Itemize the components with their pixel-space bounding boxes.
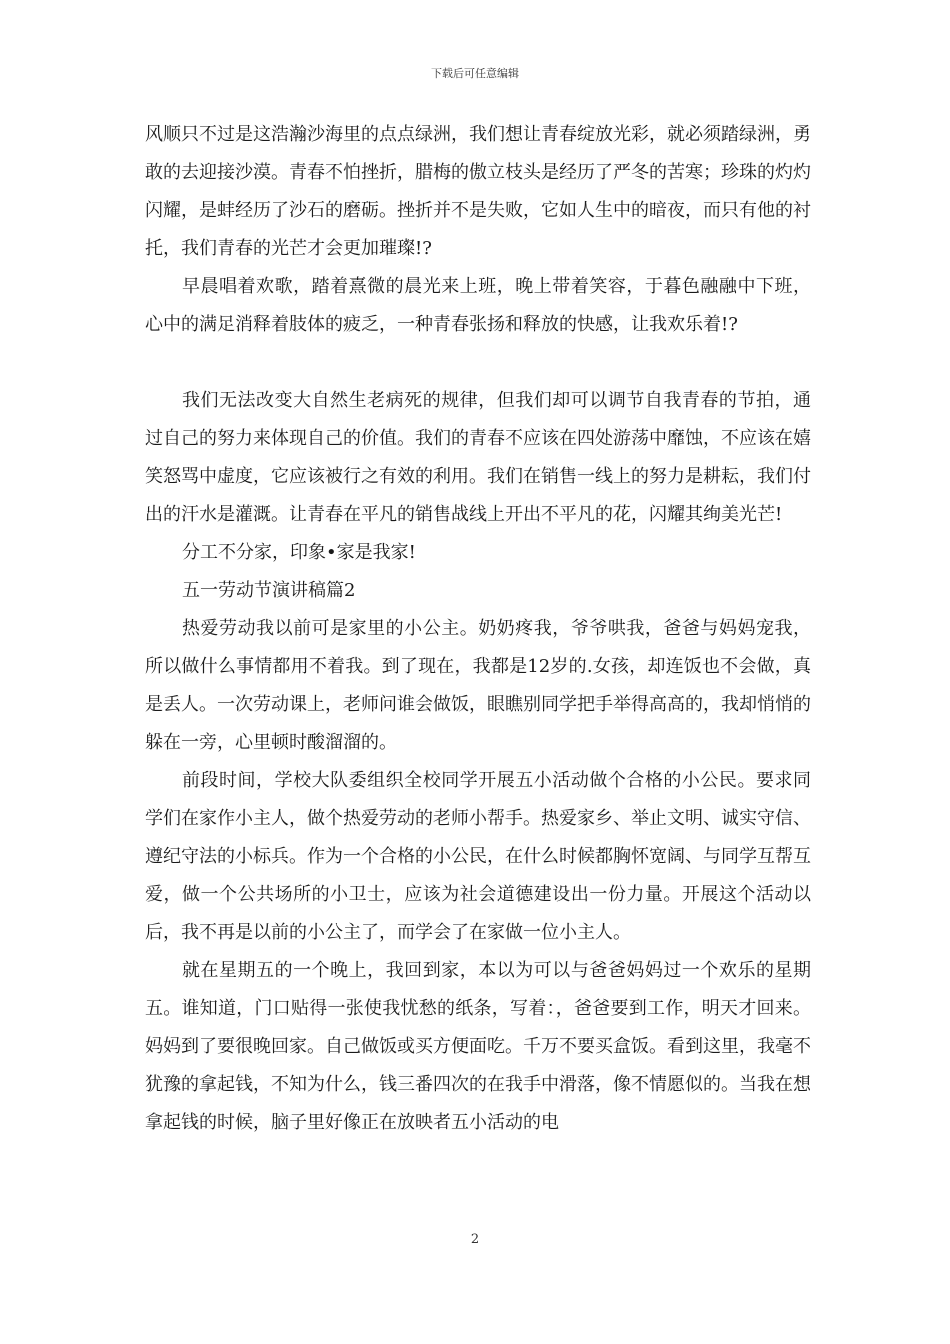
paragraph: 热爱劳动我以前可是家里的小公主。奶奶疼我，爷爷哄我，爸爸与妈妈宠我，所以做什么事情都用不着我。到了现在，我都是12岁的.女孩，却连饭也不会做，真是丢人。一次劳动课上，老师问谁会做饭，眼瞧别同学把手举得高高的，我却悄悄的躲在一旁，心里顿时酸溜溜的。 [145, 618, 811, 753]
paragraph: 分工不分家，印象•家是我家! [182, 542, 416, 563]
paragraph: 前段时间，学校大队委组织全校同学开展五小活动做个合格的小公民。要求同学们在家作小主人，做个热爱劳动的老师小帮手。热爱家乡、举止文明、诚实守信、遵纪守法的小标兵。作为一个合格的小公民，在什么时候都胸怀宽阔、与同学互帮互爱，做一个公共场所的小卫士，应该为社会道德建设出一份力量。开展这个活动以后，我不再是以前的小公主了，而学会了在家做一位小主人。 [145, 770, 811, 943]
page-number: 2 [470, 1232, 480, 1247]
paragraph: 风顺只不过是这浩瀚沙海里的点点绿洲，我们想让青春绽放光彩，就必须踏绿洲，勇敢的去迎接沙漠。青春不怕挫折，腊梅的傲立枝头是经历了严冬的苦寒；珍珠的灼灼闪耀，是蚌经历了沙石的磨砺。挫折并不是失败，它如人生中的暗夜，而只有他的衬托，我们青春的光芒才会更加璀璨!? [145, 124, 811, 259]
paragraph: 早晨唱着欢歌，踏着熹微的晨光来上班，晚上带着笑容，于暮色融融中下班，心中的满足消释着肢体的疲乏，一种青春张扬和释放的快感，让我欢乐着!? [145, 276, 811, 335]
page-header: 下载后可任意编辑 [431, 67, 519, 80]
paragraph: 我们无法改变大自然生老病死的规律，但我们却可以调节自我青春的节拍，通过自己的努力来体现自己的价值。我们的青春不应该在四处游荡中靡蚀，不应该在嬉笑怒骂中虚度，它应该被行之有效的利用。我们在销售一线上的努力是耕耘，我们付出的汗水是灌溉。让青春在平凡的销售战线上开出不平凡的花，闪耀其绚美光芒! [145, 390, 811, 525]
paragraph: 就在星期五的一个晚上，我回到家，本以为可以与爸爸妈妈过一个欢乐的星期五。谁知道，门口贴得一张使我忧愁的纸条，写着：，爸爸要到工作，明天才回来。妈妈到了要很晚回家。自己做饭或买方便面吃。千万不要买盒饭。看到这里，我毫不犹豫的拿起钱，不知为什么，钱三番四次的在我手中滑落，像不情愿似的。当我在想拿起钱的时候，脑子里好像正在放映者五小活动的电 [145, 960, 811, 1133]
body-text [145, 116, 811, 1142]
section-title: 五一劳动节演讲稿篇2 [182, 580, 356, 601]
